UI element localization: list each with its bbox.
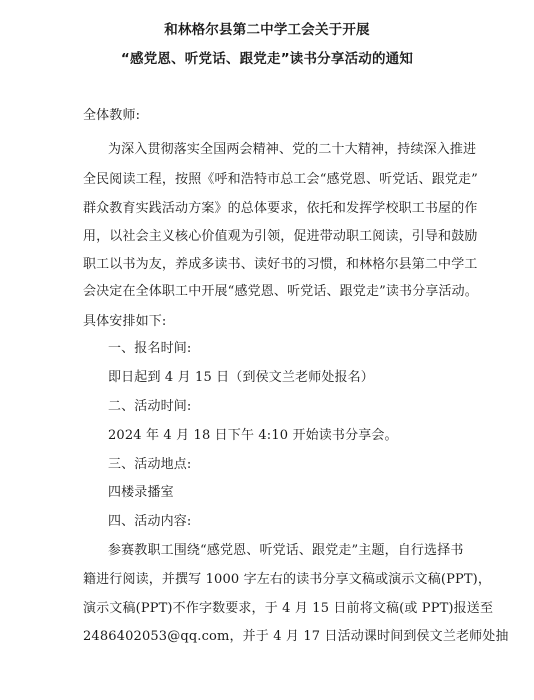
body-line: 会决定在全体职工中开展“感党恩、听党话、跟党走”读书分享活动。 [83, 284, 478, 299]
section-content-location: 四楼录播室 [108, 485, 174, 500]
section-heading-content: 四、活动内容: [108, 514, 192, 529]
body-line: 群众教育实践活动方案》的总体要求，依托和发挥学校职工书屋的作 [83, 201, 478, 216]
notice-title-line2: “感党恩、听党话、跟党走”读书分享活动的通知 [120, 51, 414, 67]
body-line: 全民阅读工程，按照《呼和浩特市总工会“感党恩、听党话、跟党走” [83, 172, 478, 187]
section-heading-location: 三、活动地点: [108, 457, 192, 472]
body-line: 用，以社会主义核心价值观为引领，促进带动职工阅读，引导和鼓励 [83, 229, 478, 244]
section-content-line: 演示文稿(PPT)不作字数要求，于 4 月 15 日前将文稿(或 PPT)报送至 [83, 601, 494, 616]
section-content-line: 参赛教职工围绕“感党恩、听党话、跟党走”主题，自行选择书 [108, 543, 464, 558]
body-line: 具体安排如下: [83, 314, 167, 329]
section-heading-registration: 一、报名时间: [108, 341, 192, 356]
notice-title-line1: 和林格尔县第二中学工会关于开展 [164, 22, 370, 38]
section-heading-time: 二、活动时间: [108, 399, 192, 414]
section-content-registration: 即日起到 4 月 15 日（到侯文兰老师处报名） [108, 370, 374, 385]
salutation: 全体教师: [83, 108, 141, 123]
section-content-line: 籍进行阅读，并撰写 1000 字左右的读书分享文稿或演示文稿(PPT)， [83, 572, 492, 587]
body-line: 职工以书为友，养成多读书、读好书的习惯，和林格尔县第二中学工 [83, 257, 478, 272]
body-line: 为深入贯彻落实全国两会精神、党的二十大精神，持续深入推进 [108, 142, 477, 157]
section-content-time: 2024 年 4 月 18 日下午 4:10 开始读书分享会。 [108, 428, 398, 443]
section-content-line: 2486402053@qq.com，并于 4 月 17 日活动课时间到侯文兰老师处抽 [83, 629, 509, 644]
